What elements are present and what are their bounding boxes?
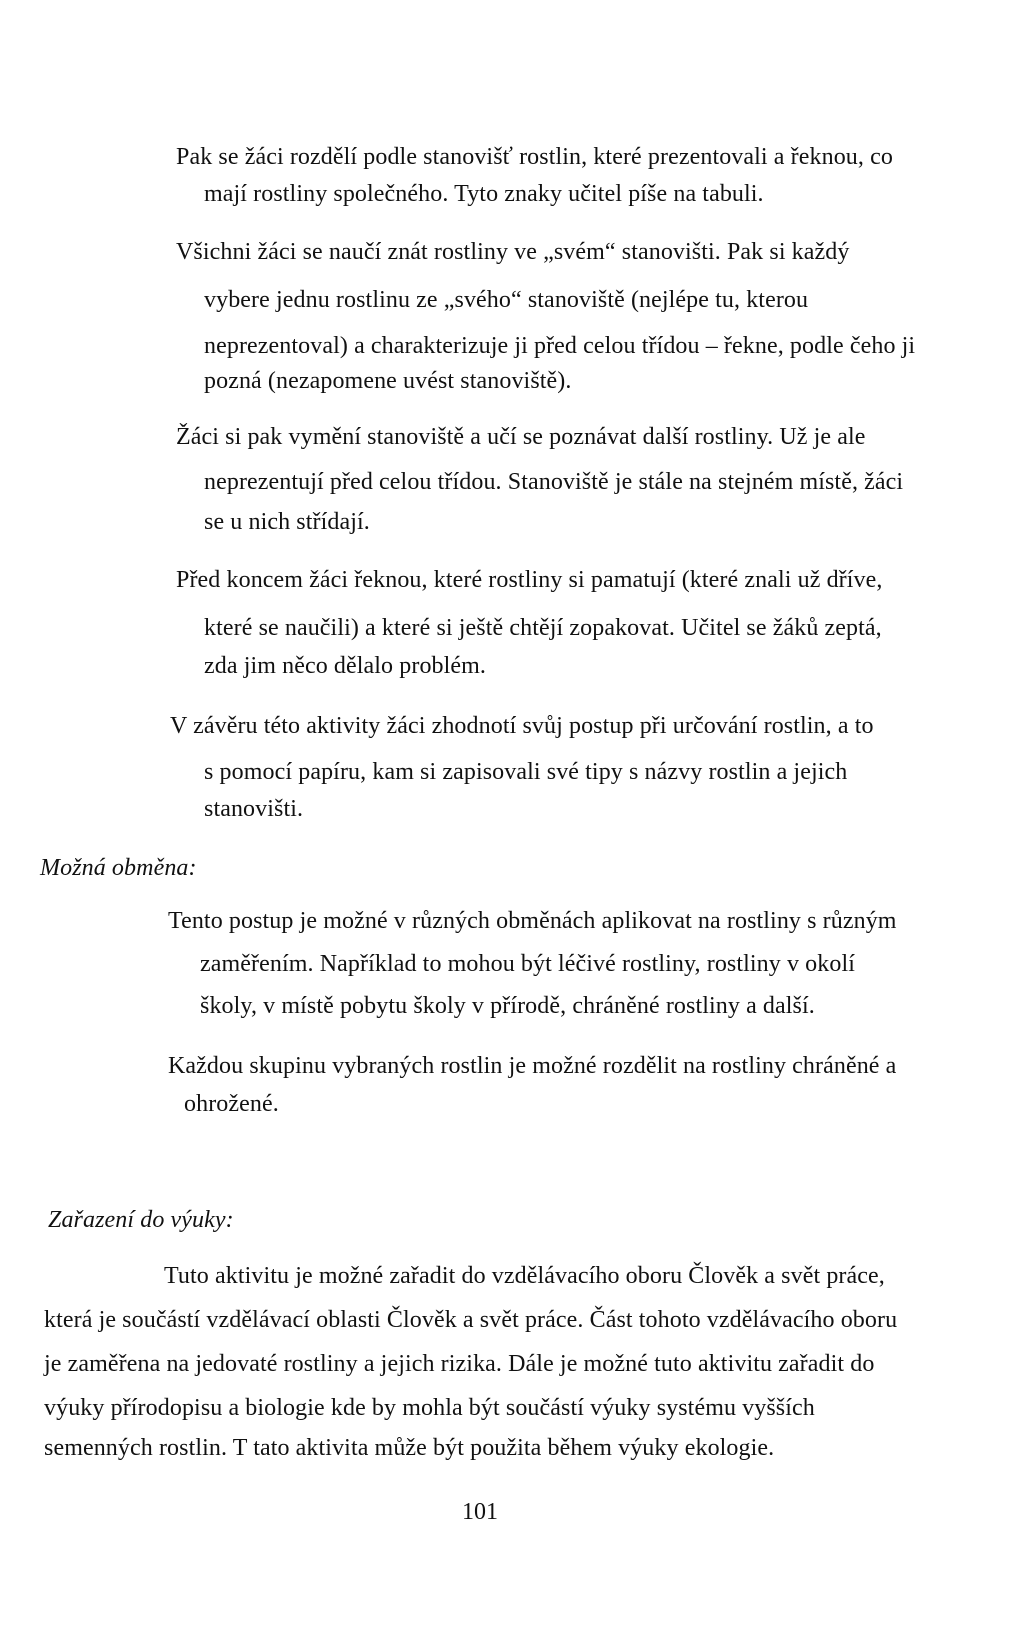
text-line: vybere jednu rostlinu ze „svého“ stanoviště (nejlépe tu, kterou [204, 287, 809, 313]
page-number: 101 [462, 1499, 498, 1525]
text-line: s pomocí papíru, kam si zapisovali své tipy s názvy rostlin a jejich [204, 759, 848, 785]
text-line: pozná (nezapomene uvést stanoviště). [204, 368, 572, 394]
text-line: Pak se žáci rozdělí podle stanovišť rostlin, které prezentovali a řeknou, co [176, 144, 893, 170]
text-line: je zaměřena na jedovaté rostliny a jejich rizika. Dále je možné tuto aktivitu zařadit do [44, 1351, 875, 1377]
text-line: Tento postup je možné v různých obměnách aplikovat na rostliny s různým [168, 908, 897, 934]
text-line: která je součástí vzdělávací oblasti Člověk a svět práce. Část tohoto vzdělávacího oboru [44, 1307, 898, 1333]
text-line: se u nich střídají. [204, 509, 370, 535]
text-line: Všichni žáci se naučí znát rostliny ve „svém“ stanovišti. Pak si každý [176, 239, 850, 265]
text-line: semenných rostlin. T tato aktivita může být použita během výuky ekologie. [44, 1435, 775, 1461]
text-line: které se naučili) a které si ještě chtějí zopakovat. Učitel se žáků zeptá, [204, 615, 882, 641]
text-line: ohrožené. [184, 1091, 279, 1117]
text-line: výuky přírodopisu a biologie kde by mohla být součástí výuky systému vyšších [44, 1395, 815, 1421]
section-heading-inclusion: Zařazení do výuky: [48, 1207, 234, 1233]
section-heading-variation: Možná obměna: [40, 855, 197, 881]
text-line: školy, v místě pobytu školy v přírodě, chráněné rostliny a další. [200, 993, 815, 1019]
text-line: neprezentují před celou třídou. Stanoviště je stále na stejném místě, žáci [204, 469, 904, 495]
text-line: neprezentoval) a charakterizuje ji před celou třídou – řekne, podle čeho ji [204, 333, 916, 359]
text-line: mají rostliny společného. Tyto znaky učitel píše na tabuli. [204, 181, 764, 207]
text-line: Každou skupinu vybraných rostlin je možné rozdělit na rostliny chráněné a [168, 1053, 897, 1079]
text-line: Žáci si pak vymění stanoviště a učí se poznávat další rostliny. Už je ale [176, 424, 866, 450]
text-line: stanovišti. [204, 796, 304, 822]
text-line: Tuto aktivitu je možné zařadit do vzdělávacího oboru Člověk a svět práce, [164, 1263, 885, 1289]
text-line: V závěru této aktivity žáci zhodnotí svůj postup při určování rostlin, a to [170, 713, 874, 739]
text-line: Před koncem žáci řeknou, které rostliny si pamatují (které znali už dříve, [176, 567, 883, 593]
text-line: zda jim něco dělalo problém. [204, 653, 487, 679]
text-line: zaměřením. Například to mohou být léčivé rostliny, rostliny v okolí [200, 951, 856, 977]
